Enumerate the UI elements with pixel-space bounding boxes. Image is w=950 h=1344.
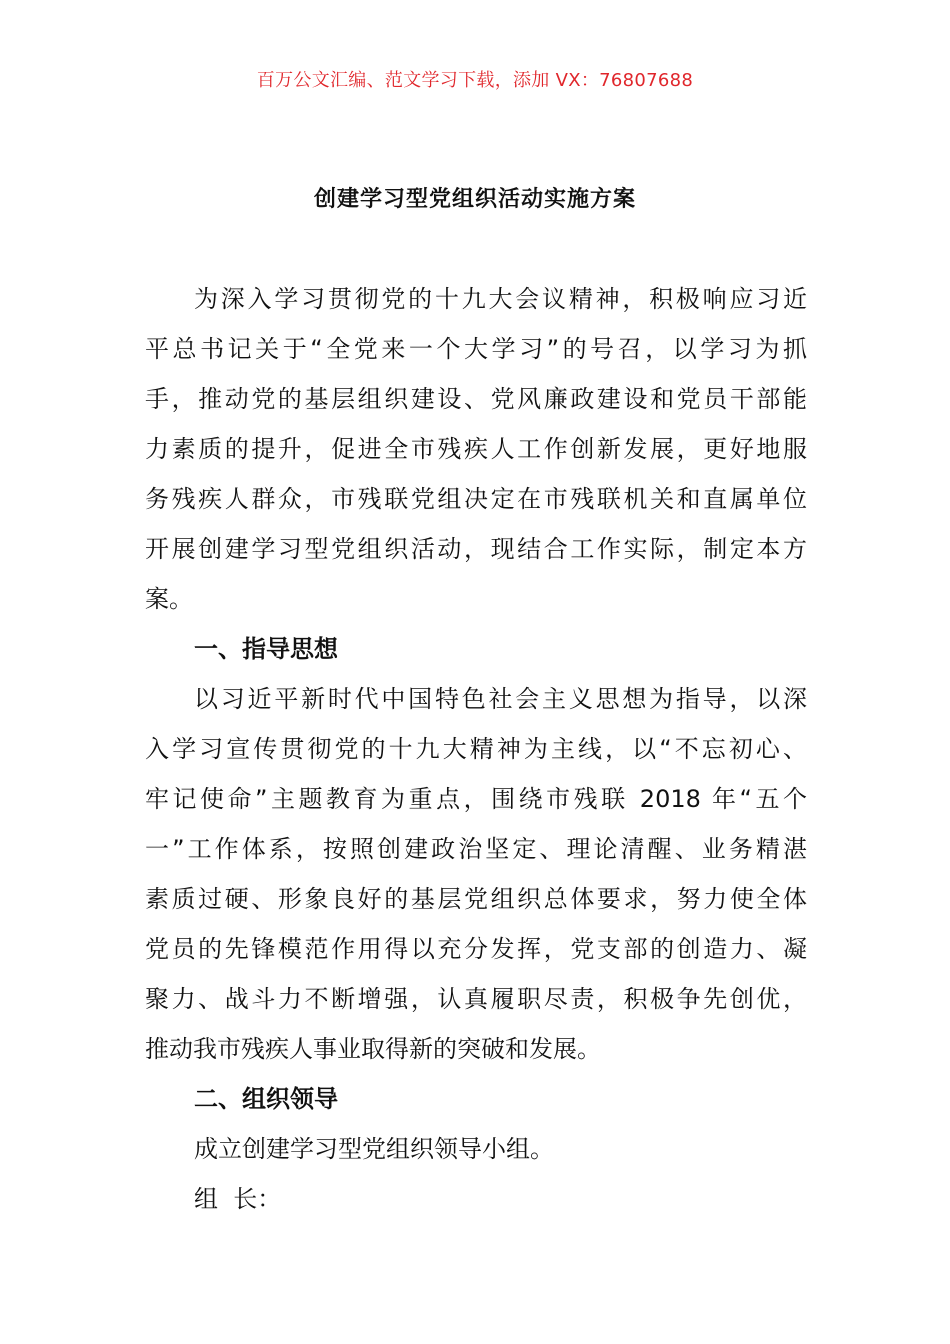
paragraph-line: 成立创建学习型党组织领导小组。 bbox=[194, 1135, 554, 1163]
intro-paragraph bbox=[145, 274, 807, 624]
paragraph-line: 手，推动党的基层组织建设、党风廉政建设和党员干部能 bbox=[145, 385, 807, 413]
paragraph-line: 推动我市残疾人事业取得新的突破和发展。 bbox=[145, 1035, 601, 1063]
paragraph-line: 案。 bbox=[145, 585, 193, 613]
paragraph-line: 牢记使命”主题教育为重点，围绕市残联 2018 年“五个 bbox=[145, 785, 807, 813]
paragraph-line: 入学习宣传贯彻党的十九大精神为主线，以“不忘初心、 bbox=[145, 735, 807, 763]
guiding-ideology-paragraph bbox=[145, 674, 807, 1074]
section-heading-guiding-ideology bbox=[145, 624, 807, 674]
paragraph-line: 素质过硬、形象良好的基层党组织总体要求，努力使全体 bbox=[145, 885, 807, 913]
paragraph-line: 力素质的提升，促进全市残疾人工作创新发展，更好地服 bbox=[145, 435, 807, 463]
paragraph-line: 党员的先锋模范作用得以充分发挥，党支部的创造力、凝 bbox=[145, 935, 807, 963]
document-title: 创建学习型党组织活动实施方案 bbox=[313, 187, 636, 212]
group-leader-line bbox=[145, 1174, 807, 1224]
paragraph-line: 聚力、战斗力不断增强，认真履职尽责，积极争先创优， bbox=[145, 985, 807, 1013]
paragraph-line: 以习近平新时代中国特色社会主义思想为指导，以深 bbox=[194, 685, 807, 713]
paragraph-line: 平总书记关于“全党来一个大学习”的号召，以学习为抓 bbox=[145, 335, 807, 363]
heading-text: 一、指导思想 bbox=[194, 635, 338, 663]
paragraph-line: 一”工作体系，按照创建政治坚定、理论清醒、业务精湛 bbox=[145, 835, 807, 863]
paragraph-line: 开展创建学习型党组织活动，现结合工作实际，制定本方 bbox=[145, 535, 807, 563]
watermark-banner: 百万公文汇编、范文学习下载，添加 VX：76807688 bbox=[256, 70, 694, 91]
heading-text: 二、组织领导 bbox=[194, 1085, 338, 1113]
leadership-group-paragraph bbox=[145, 1124, 807, 1174]
paragraph-line: 组 长： bbox=[194, 1185, 282, 1213]
section-heading-organization-leadership bbox=[145, 1074, 807, 1124]
paragraph-line: 为深入学习贯彻党的十九大会议精神，积极响应习近 bbox=[194, 285, 807, 313]
paragraph-line: 务残疾人群众，市残联党组决定在市残联机关和直属单位 bbox=[145, 485, 807, 513]
